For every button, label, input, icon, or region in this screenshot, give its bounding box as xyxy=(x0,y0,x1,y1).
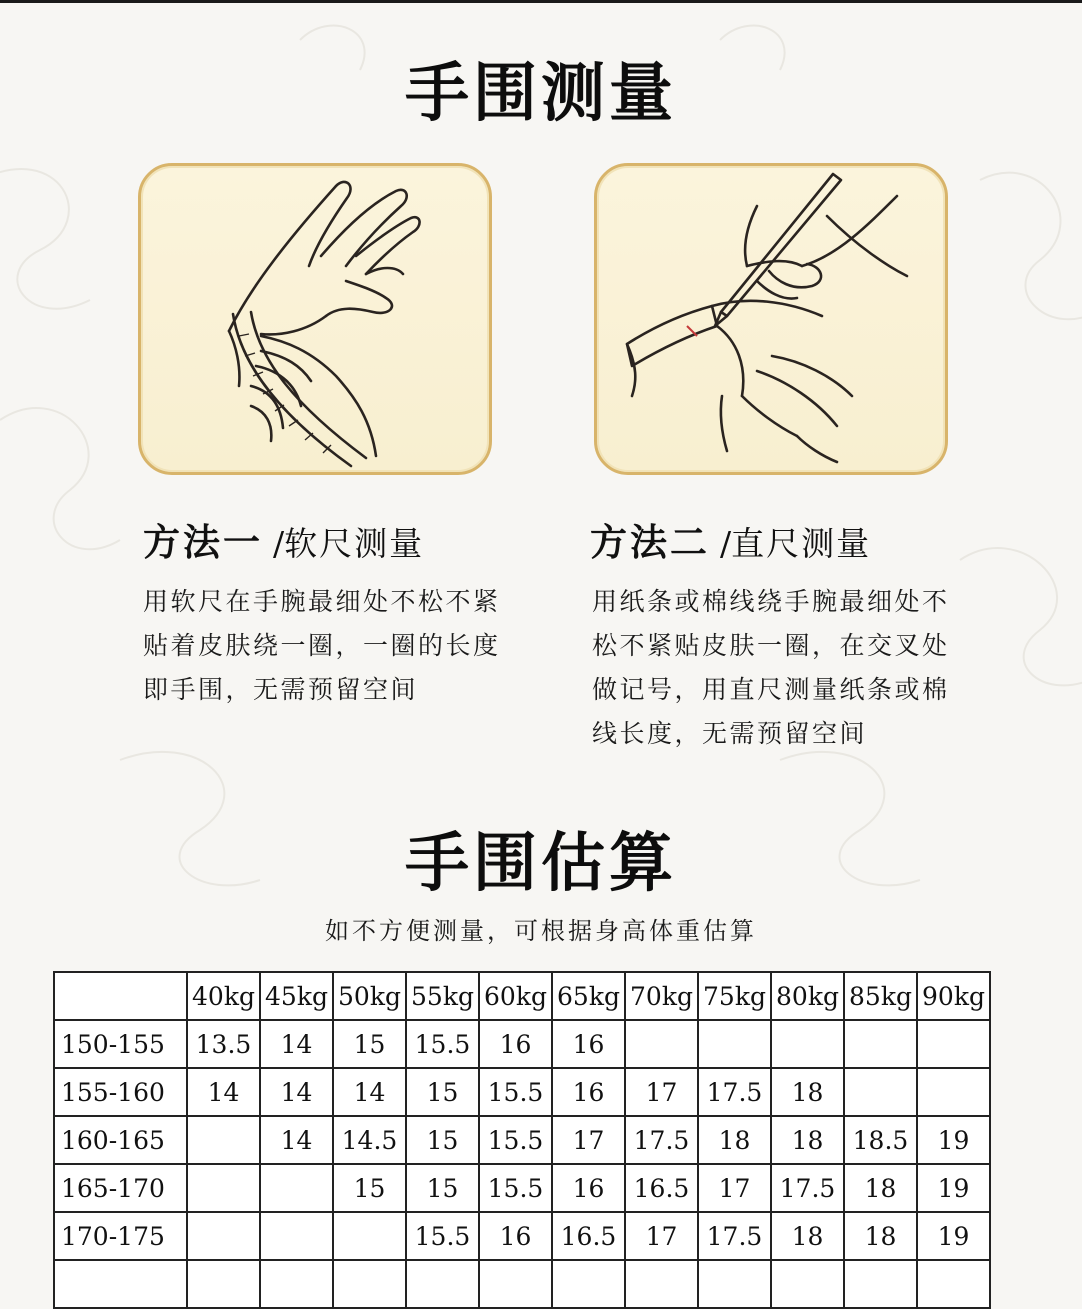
table-corner-cell xyxy=(54,972,187,1020)
wrist-size-cell: 18 xyxy=(844,1212,917,1260)
wrist-size-cell: 16.5 xyxy=(552,1212,625,1260)
wrist-size-cell xyxy=(479,1260,552,1308)
table-row xyxy=(54,1068,990,1116)
wrist-size-cell: 15.5 xyxy=(479,1164,552,1212)
wrist-size-cell: 19 xyxy=(917,1116,990,1164)
method-one-slash: / xyxy=(273,524,285,563)
method-two-slash: / xyxy=(720,524,732,563)
wrist-size-cell: 14 xyxy=(333,1068,406,1116)
wrist-size-cell xyxy=(625,1260,698,1308)
wrist-size-cell xyxy=(844,1260,917,1308)
wrist-size-cell: 19 xyxy=(917,1212,990,1260)
weight-header: 75kg xyxy=(698,972,771,1020)
hand-pen-marking-icon xyxy=(597,166,945,472)
wrist-size-cell: 14.5 xyxy=(333,1116,406,1164)
wrist-size-cell: 15 xyxy=(406,1068,479,1116)
height-range-cell xyxy=(54,1260,187,1308)
weight-header: 55kg xyxy=(406,972,479,1020)
wrist-size-cell: 17.5 xyxy=(698,1068,771,1116)
method-one-label: 方法一 xyxy=(143,520,263,564)
method-two-subtitle: 直尺测量 xyxy=(731,524,872,563)
hand-soft-ruler-icon xyxy=(141,166,489,472)
wrist-size-cell: 19 xyxy=(917,1164,990,1212)
wrist-size-cell xyxy=(844,1068,917,1116)
wrist-size-cell: 15 xyxy=(333,1020,406,1068)
estimate-note: 如不方便测量，可根据身高体重估算 xyxy=(325,917,757,945)
method-two-heading xyxy=(590,512,871,566)
weight-header: 60kg xyxy=(479,972,552,1020)
height-range-cell: 165-170 xyxy=(54,1164,187,1212)
wrist-size-cell: 18 xyxy=(844,1164,917,1212)
method-two-label: 方法二 xyxy=(590,520,710,564)
wrist-size-cell xyxy=(406,1260,479,1308)
wrist-size-cell xyxy=(187,1164,260,1212)
wrist-size-cell: 14 xyxy=(260,1116,333,1164)
wrist-size-cell xyxy=(917,1260,990,1308)
wrist-size-cell xyxy=(771,1020,844,1068)
wrist-size-cell xyxy=(625,1020,698,1068)
wrist-size-cell: 18 xyxy=(771,1212,844,1260)
wrist-size-cell: 18 xyxy=(771,1116,844,1164)
wrist-size-cell xyxy=(698,1020,771,1068)
method-one-description: 用软尺在手腕最细处不松不紧贴着皮肤绕一圈，一圈的长度即手围，无需预留空间 xyxy=(143,587,501,704)
wrist-size-cell: 17.5 xyxy=(771,1164,844,1212)
method-two-description: 用纸条或棉线绕手腕最细处不松不紧贴皮肤一圈，在交叉处做记号，用直尺测量纸条或棉线长度，无需预留空间 xyxy=(592,587,950,748)
height-range-cell: 160-165 xyxy=(54,1116,187,1164)
height-range-cell: 170-175 xyxy=(54,1212,187,1260)
weight-header: 50kg xyxy=(333,972,406,1020)
wrist-size-cell: 17 xyxy=(552,1116,625,1164)
wrist-size-cell: 15.5 xyxy=(479,1116,552,1164)
wrist-size-cell: 18 xyxy=(698,1116,771,1164)
method-one-subtitle: 软尺测量 xyxy=(284,524,425,563)
wrist-size-cell: 17 xyxy=(698,1164,771,1212)
weight-header: 70kg xyxy=(625,972,698,1020)
wrist-size-cell xyxy=(917,1068,990,1116)
wrist-size-cell xyxy=(698,1260,771,1308)
wrist-size-cell xyxy=(333,1212,406,1260)
weight-header: 65kg xyxy=(552,972,625,1020)
table-row xyxy=(54,1212,990,1260)
wrist-size-cell: 17 xyxy=(625,1212,698,1260)
table-row xyxy=(54,1260,990,1308)
wrist-size-cell: 15.5 xyxy=(406,1212,479,1260)
weight-header: 80kg xyxy=(771,972,844,1020)
wrist-size-cell: 18.5 xyxy=(844,1116,917,1164)
wrist-size-cell: 16.5 xyxy=(625,1164,698,1212)
section-title-measure: 手围测量 xyxy=(405,56,677,131)
weight-header: 40kg xyxy=(187,972,260,1020)
illustration-straight-ruler xyxy=(594,163,948,475)
wrist-size-cell xyxy=(187,1116,260,1164)
wrist-size-cell: 15 xyxy=(333,1164,406,1212)
table-row xyxy=(54,1020,990,1068)
wrist-size-cell: 14 xyxy=(187,1068,260,1116)
wrist-size-cell xyxy=(333,1260,406,1308)
wrist-size-cell: 14 xyxy=(260,1068,333,1116)
wrist-size-cell: 15 xyxy=(406,1164,479,1212)
wrist-size-cell xyxy=(260,1260,333,1308)
wrist-size-cell: 13.5 xyxy=(187,1020,260,1068)
wrist-size-cell: 17.5 xyxy=(625,1116,698,1164)
wrist-size-cell xyxy=(187,1260,260,1308)
table-row xyxy=(54,1116,990,1164)
wrist-size-cell: 15 xyxy=(406,1116,479,1164)
wrist-size-cell: 17.5 xyxy=(698,1212,771,1260)
weight-header: 90kg xyxy=(917,972,990,1020)
table-row xyxy=(54,1164,990,1212)
wrist-size-cell: 15.5 xyxy=(406,1020,479,1068)
wrist-size-cell xyxy=(552,1260,625,1308)
wrist-size-cell: 16 xyxy=(552,1068,625,1116)
wrist-size-cell: 16 xyxy=(479,1212,552,1260)
illustration-soft-ruler xyxy=(138,163,492,475)
height-range-cell: 155-160 xyxy=(54,1068,187,1116)
wrist-size-table xyxy=(53,971,991,1309)
wrist-size-cell: 16 xyxy=(552,1020,625,1068)
weight-header: 85kg xyxy=(844,972,917,1020)
wrist-size-cell: 18 xyxy=(771,1068,844,1116)
wrist-size-cell: 14 xyxy=(260,1020,333,1068)
wrist-size-cell xyxy=(260,1212,333,1260)
method-one-heading xyxy=(143,512,424,566)
wrist-size-cell xyxy=(917,1020,990,1068)
height-range-cell: 150-155 xyxy=(54,1020,187,1068)
wrist-size-cell xyxy=(771,1260,844,1308)
wrist-size-cell xyxy=(260,1164,333,1212)
table-header-row xyxy=(54,972,990,1020)
wrist-size-cell: 17 xyxy=(625,1068,698,1116)
wrist-size-cell: 16 xyxy=(552,1164,625,1212)
section-title-estimate: 手围估算 xyxy=(405,826,677,901)
wrist-size-cell xyxy=(844,1020,917,1068)
wrist-size-cell: 15.5 xyxy=(479,1068,552,1116)
weight-header: 45kg xyxy=(260,972,333,1020)
wrist-size-cell: 16 xyxy=(479,1020,552,1068)
wrist-size-cell xyxy=(187,1212,260,1260)
